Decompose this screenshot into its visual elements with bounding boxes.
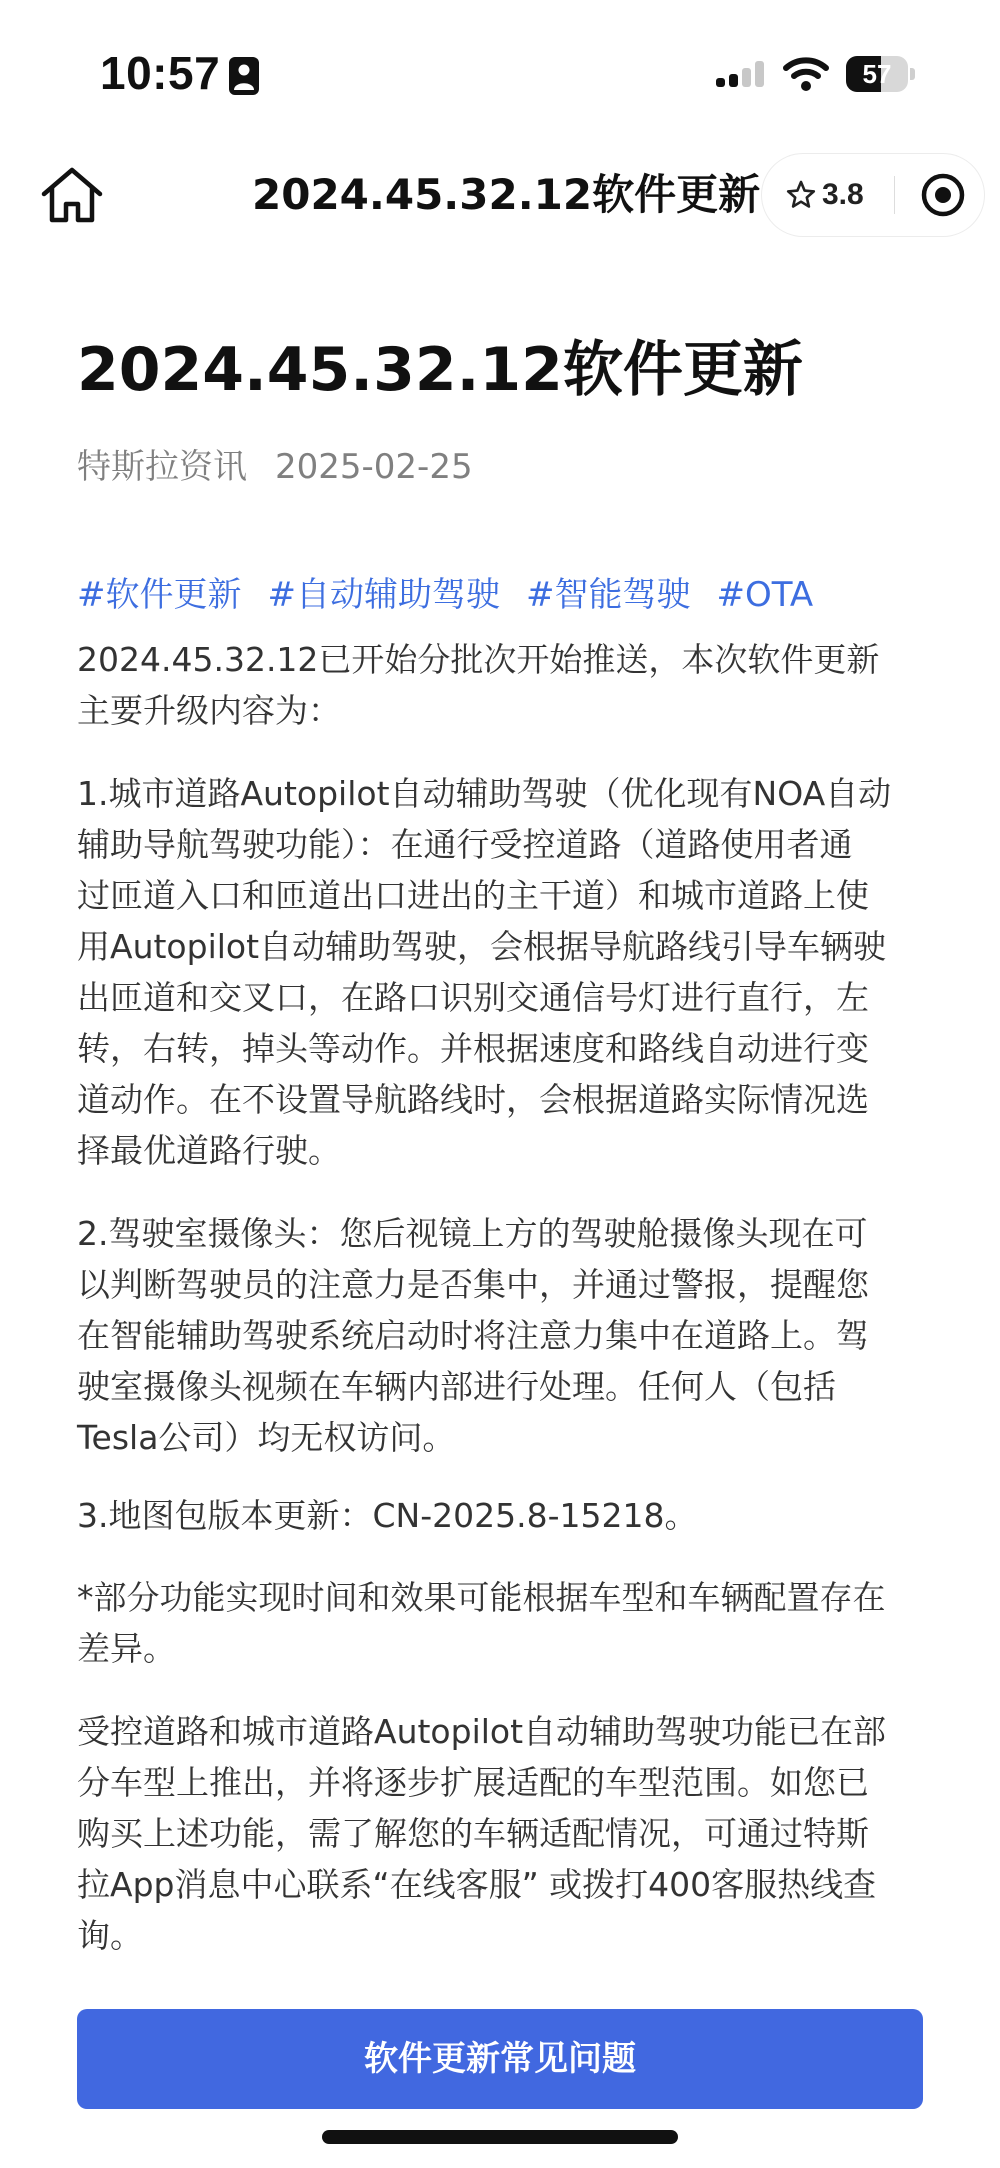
text-line: 出匝道和交叉口，在路口识别交通信号灯进行直行，左 bbox=[77, 978, 869, 1017]
tag-ota[interactable]: #OTA bbox=[716, 575, 814, 615]
text-line: 在智能辅助驾驶系统启动时将注意力集中在道路上。驾 bbox=[77, 1316, 869, 1355]
battery-indicator bbox=[846, 56, 916, 92]
text-line: 2024.45.32.12已开始分批次开始推送，本次软件更新 bbox=[77, 640, 880, 679]
record-icon bbox=[920, 172, 966, 218]
text-line: 拉App消息中心联系“在线客服” 或拨打400客服热线查 bbox=[77, 1865, 877, 1904]
rating-value: 3.8 bbox=[822, 178, 864, 211]
text-line: 1.城市道路Autopilot自动辅助驾驶（优化现有NOA自动 bbox=[77, 774, 892, 813]
article-meta bbox=[77, 442, 473, 492]
tag-software-update[interactable]: #软件更新 bbox=[77, 575, 242, 615]
text-line: 受控道路和城市道路Autopilot自动辅助驾驶功能已在部 bbox=[77, 1712, 887, 1751]
text-line: 道动作。在不设置导航路线时，会根据道路实际情况选 bbox=[77, 1080, 869, 1119]
paragraph-cabin-camera bbox=[77, 1208, 927, 1463]
text-line: 转，右转，掉头等动作。并根据速度和路线自动进行变 bbox=[77, 1029, 869, 1068]
rating-button[interactable] bbox=[770, 154, 886, 236]
article-title: 2024.45.32.12软件更新 bbox=[77, 335, 803, 405]
text-line: 3.地图包版本更新：CN-2025.8-15218。 bbox=[77, 1496, 698, 1535]
text-line: *部分功能实现时间和效果可能根据车型和车辆配置存在 bbox=[77, 1578, 886, 1617]
mini-program-capsule bbox=[762, 154, 984, 236]
home-button[interactable] bbox=[36, 164, 108, 226]
text-line: 分车型上推出，并将逐步扩展适配的车型范围。如您已 bbox=[77, 1763, 869, 1802]
status-time: 10:57 bbox=[100, 47, 221, 99]
text-line: 择最优道路行驶。 bbox=[77, 1131, 341, 1170]
person-icon bbox=[228, 56, 260, 96]
text-line: 过匝道入口和匝道出口进出的主干道）和城市道路上使 bbox=[77, 876, 869, 915]
tag-list bbox=[77, 570, 839, 620]
text-line: Tesla公司）均无权访问。 bbox=[77, 1418, 456, 1457]
text-line: 用Autopilot自动辅助驾驶，会根据导航路线引导车辆驶 bbox=[77, 927, 887, 966]
tag-autopilot[interactable]: #自动辅助驾驶 bbox=[267, 575, 500, 615]
paragraph-disclaimer bbox=[77, 1572, 927, 1674]
text-line: 询。 bbox=[77, 1916, 143, 1955]
text-line: 辅助导航驾驶功能）：在通行受控道路（道路使用者通 bbox=[77, 825, 853, 864]
text-line: 差异。 bbox=[77, 1629, 176, 1668]
text-line: 驶室摄像头视频在车辆内部进行处理。任何人（包括 bbox=[77, 1367, 836, 1406]
article-source: 特斯拉资讯 bbox=[77, 447, 247, 487]
wifi-icon bbox=[782, 54, 830, 92]
record-button[interactable] bbox=[902, 154, 984, 236]
cellular-signal-icon bbox=[716, 58, 768, 92]
tag-smart-driving[interactable]: #智能驾驶 bbox=[526, 575, 691, 615]
capsule-divider bbox=[894, 176, 895, 214]
star-icon bbox=[786, 180, 816, 210]
paragraph-city-autopilot bbox=[77, 768, 927, 1176]
battery-body bbox=[846, 56, 908, 92]
article-date: 2025-02-25 bbox=[275, 447, 473, 487]
paragraph-availability bbox=[77, 1706, 927, 1961]
home-icon bbox=[36, 164, 108, 226]
faq-button[interactable]: 软件更新常见问题 bbox=[77, 2009, 923, 2109]
battery-cap bbox=[910, 68, 915, 80]
text-line: 购买上述功能，需了解您的车辆适配情况，可通过特斯 bbox=[77, 1814, 869, 1853]
nav-bar bbox=[0, 150, 1000, 240]
home-indicator[interactable] bbox=[322, 2130, 678, 2144]
text-line: 以判断驾驶员的注意力是否集中，并通过警报，提醒您 bbox=[77, 1265, 869, 1304]
nav-title: 2024.45.32.12软件更新 bbox=[252, 170, 761, 219]
paragraph-intro bbox=[77, 634, 927, 736]
text-line: 主要升级内容为： bbox=[77, 691, 341, 730]
text-line: 2.驾驶室摄像头：您后视镜上方的驾驶舱摄像头现在可 bbox=[77, 1214, 868, 1253]
status-bar bbox=[0, 0, 1000, 150]
battery-level: 57 bbox=[862, 59, 892, 89]
paragraph-map-update bbox=[77, 1490, 927, 1541]
